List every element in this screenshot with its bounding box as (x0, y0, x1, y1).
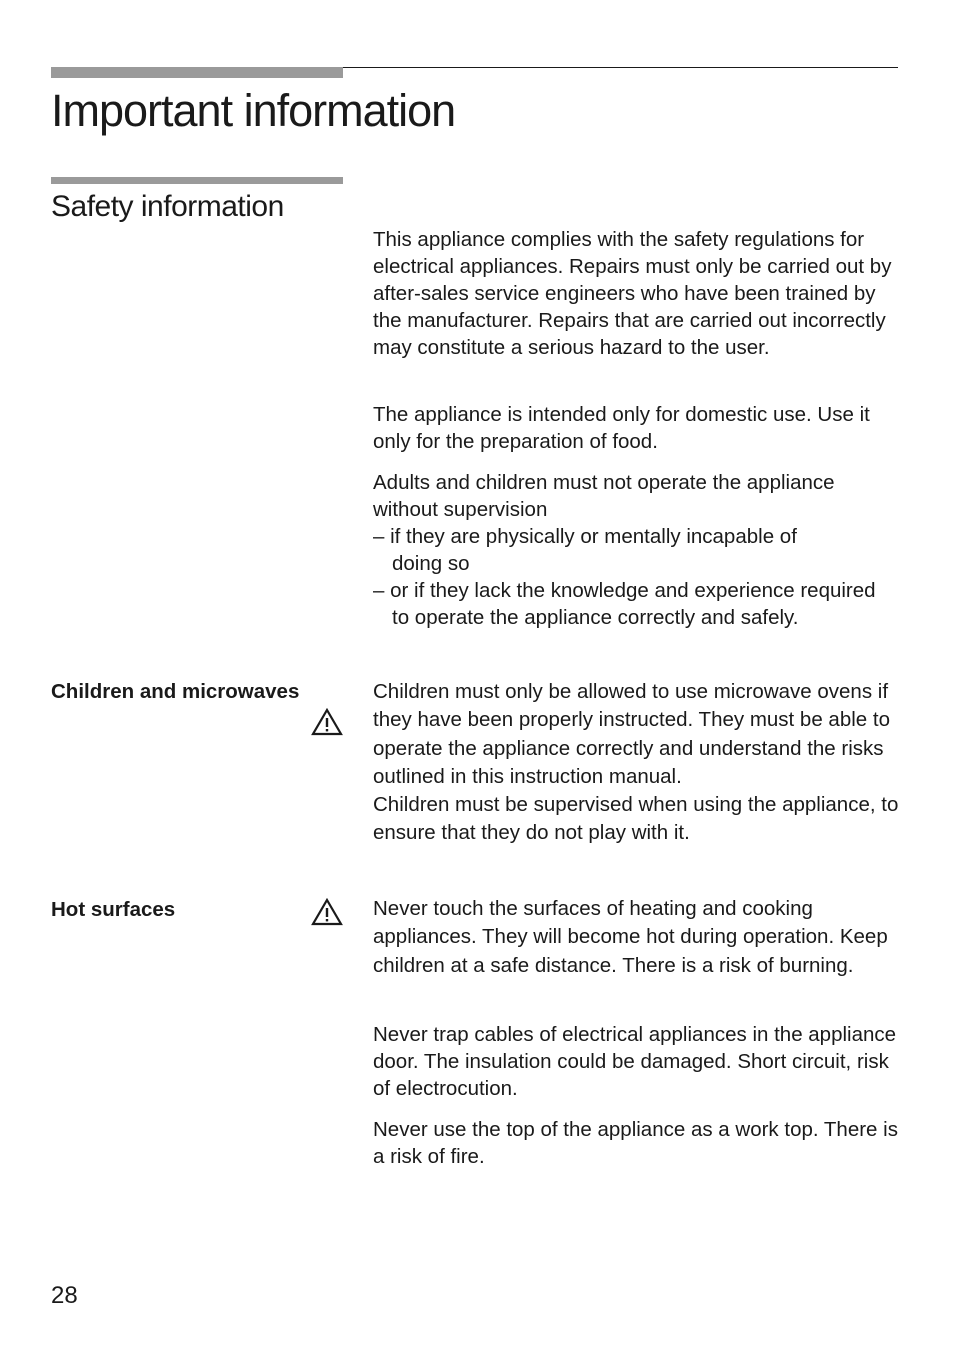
section-rule-bar (51, 177, 343, 184)
children-instruction-text: Children must only be allowed to use microwave ovens if they have been properly instructed. They must be able to operate the appliance correctly and understand the risks outlined in this instruction manual. (373, 680, 890, 788)
supervision-list-item: – if they are physically or mentally incapable of doing so (373, 525, 797, 575)
page-number: 28 (51, 1282, 78, 1309)
title-rule-bar (51, 67, 343, 78)
hot-surfaces-paragraph-cables: Never trap cables of electrical appliances in the appliance door. The insulation could be damaged. Short circuit, risk of electrocution. (373, 1023, 897, 1100)
supervision-list-item: – or if they lack the knowledge and experience required to operate the appliance correctly and safely. (373, 579, 876, 629)
page-title: Important information (51, 85, 456, 136)
warning-triangle-icon (311, 708, 343, 736)
warning-triangle-icon (311, 898, 343, 926)
children-supervision-text: Children must be supervised when using the appliance, to ensure that they do not play with it. (373, 793, 899, 845)
hot-surfaces-label: Hot surfaces (51, 898, 176, 921)
safety-paragraph-supervision (373, 469, 903, 631)
children-microwaves-label: Children and microwaves (51, 680, 300, 703)
hot-surfaces-paragraph-burning: Never touch the surfaces of heating and cooking appliances. They will become hot during operation. Keep children at a safe distance. There is a risk of burning. (373, 897, 888, 977)
children-microwaves-text (373, 678, 903, 848)
title-rule-line (343, 67, 898, 68)
safety-paragraph-domestic-use: The appliance is intended only for domestic use. Use it only for the preparation of food. (373, 403, 870, 453)
hot-surfaces-paragraph-work-top: Never use the top of the appliance as a work top. There is a risk of fire. (373, 1118, 898, 1168)
supervision-intro: Adults and children must not operate the appliance without supervision (373, 471, 835, 521)
section-title: Safety information (51, 190, 284, 223)
safety-paragraph-compliance: This appliance complies with the safety regulations for electrical appliances. Repairs must only be carried out by after-sales service engineers who have been trained by the manufacturer. Repairs that are carried out incorrectly may constitute a serious hazard to the user. (373, 228, 892, 359)
